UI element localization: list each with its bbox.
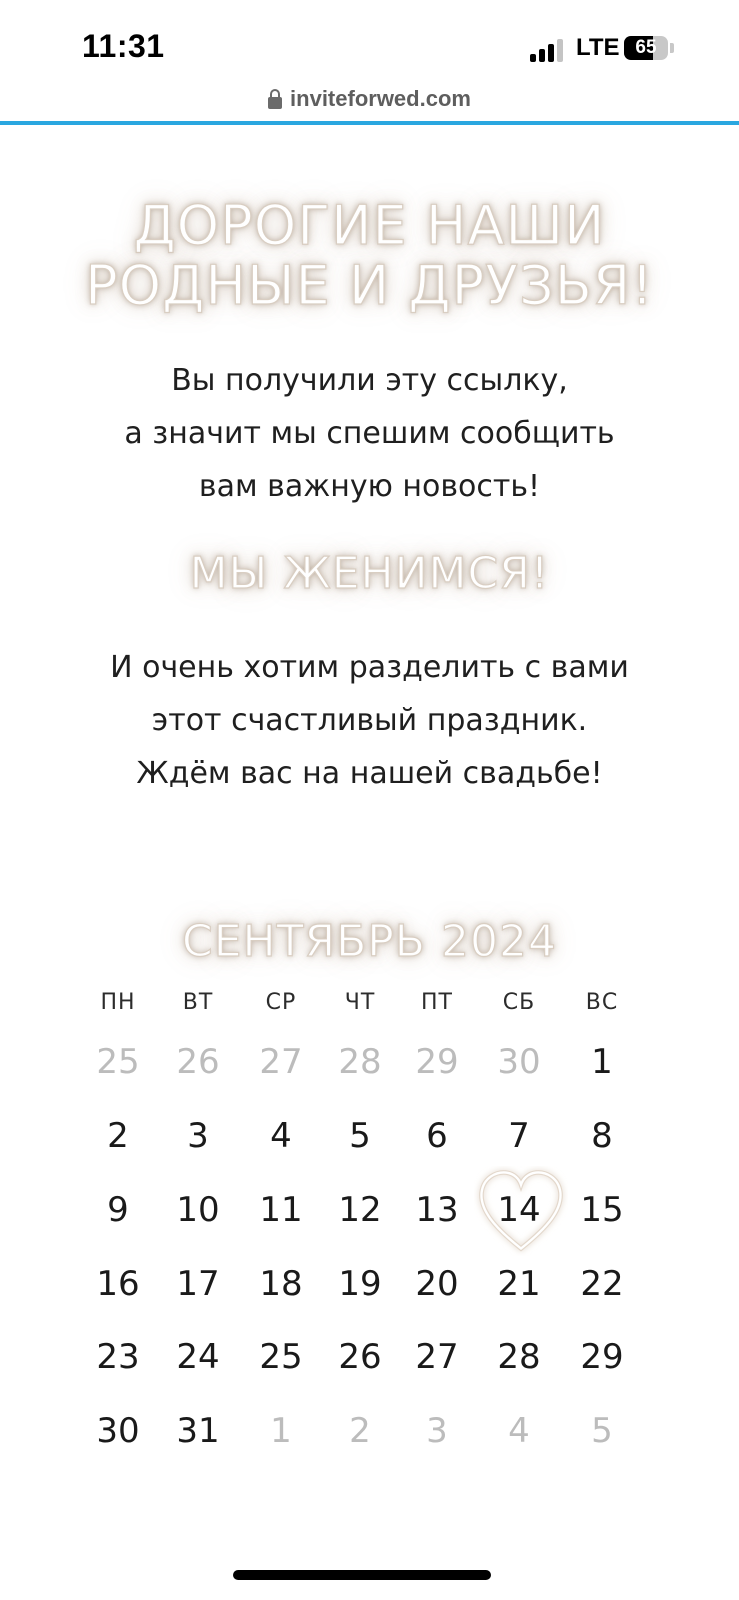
calendar-day: 22 bbox=[580, 1264, 624, 1304]
invite-line: этот счастливый праздник. bbox=[151, 703, 588, 738]
calendar-day: 29 bbox=[580, 1337, 624, 1377]
url-text: inviteforwed.com bbox=[290, 86, 471, 111]
calendar-day: 5 bbox=[349, 1116, 371, 1156]
cellular-signal-icon bbox=[530, 38, 566, 62]
weekday-label: ВС bbox=[585, 990, 619, 1015]
invite-line: Ждём вас на нашей свадьбе! bbox=[136, 756, 603, 791]
invite-text bbox=[0, 641, 739, 800]
calendar-day-outside-month: 3 bbox=[426, 1411, 448, 1451]
calendar-day: 26 bbox=[338, 1337, 382, 1377]
calendar-day: 8 bbox=[591, 1116, 613, 1156]
calendar-day-outside-month: 29 bbox=[415, 1042, 459, 1082]
intro-text bbox=[0, 354, 739, 513]
calendar-day-highlighted: 14 bbox=[497, 1190, 541, 1230]
greeting-heading bbox=[0, 196, 739, 316]
calendar-day: 11 bbox=[259, 1190, 303, 1230]
calendar-day-outside-month: 1 bbox=[270, 1411, 292, 1451]
calendar-day: 1 bbox=[591, 1042, 613, 1082]
page-load-progress-fill bbox=[0, 121, 739, 125]
calendar-day: 17 bbox=[176, 1264, 220, 1304]
weekday-label: СР bbox=[265, 990, 297, 1015]
calendar-day: 27 bbox=[415, 1337, 459, 1377]
calendar-day: 28 bbox=[497, 1337, 541, 1377]
greeting-line: ДОРОГИЕ НАШИ bbox=[133, 194, 606, 257]
calendar-day: 30 bbox=[96, 1411, 140, 1451]
calendar-day: 24 bbox=[176, 1337, 220, 1377]
home-indicator[interactable] bbox=[233, 1570, 491, 1580]
calendar-day: 9 bbox=[107, 1190, 129, 1230]
announcement-heading: МЫ ЖЕНИМСЯ! bbox=[189, 548, 550, 599]
calendar-day: 20 bbox=[415, 1264, 459, 1304]
heart-icon bbox=[474, 1166, 568, 1256]
page-load-progress bbox=[0, 121, 739, 125]
calendar-day-outside-month: 5 bbox=[591, 1411, 613, 1451]
battery-level: 65 bbox=[635, 37, 657, 58]
intro-line: вам важную новость! bbox=[198, 469, 541, 504]
calendar-day: 7 bbox=[508, 1116, 530, 1156]
calendar-month-title: СЕНТЯБРЬ 2024 bbox=[182, 916, 557, 967]
calendar-day: 18 bbox=[259, 1264, 303, 1304]
invite-line: И очень хотим разделить с вами bbox=[110, 650, 629, 685]
calendar-day-outside-month: 4 bbox=[508, 1411, 530, 1451]
calendar-day-outside-month: 25 bbox=[96, 1042, 140, 1082]
calendar-day: 25 bbox=[259, 1337, 303, 1377]
calendar-day-outside-month: 28 bbox=[338, 1042, 382, 1082]
weekday-label: ПН bbox=[100, 990, 136, 1015]
network-type: LTE bbox=[576, 34, 620, 61]
calendar-day-outside-month: 30 bbox=[497, 1042, 541, 1082]
weekday-label: ЧТ bbox=[344, 990, 376, 1015]
calendar-day-outside-month: 2 bbox=[349, 1411, 371, 1451]
calendar-day: 6 bbox=[426, 1116, 448, 1156]
calendar-day-outside-month: 27 bbox=[259, 1042, 303, 1082]
calendar-day: 15 bbox=[580, 1190, 624, 1230]
calendar-day: 23 bbox=[96, 1337, 140, 1377]
calendar-day: 16 bbox=[96, 1264, 140, 1304]
intro-line: Вы получили эту ссылку, bbox=[171, 363, 568, 398]
calendar-day-outside-month: 26 bbox=[176, 1042, 220, 1082]
address-bar[interactable] bbox=[0, 86, 739, 120]
calendar-day: 12 bbox=[338, 1190, 382, 1230]
calendar-day: 2 bbox=[107, 1116, 129, 1156]
greeting-line: РОДНЫЕ И ДРУЗЬЯ! bbox=[85, 254, 654, 317]
calendar-day: 21 bbox=[497, 1264, 541, 1304]
calendar-day: 3 bbox=[187, 1116, 209, 1156]
calendar-day: 4 bbox=[270, 1116, 292, 1156]
intro-line: а значит мы спешим сообщить bbox=[124, 416, 615, 451]
battery-cap bbox=[670, 43, 674, 53]
lock-icon bbox=[268, 89, 282, 109]
calendar-day: 19 bbox=[338, 1264, 382, 1304]
weekday-label: ВТ bbox=[182, 990, 214, 1015]
battery-icon bbox=[624, 36, 668, 60]
weekday-label: СБ bbox=[502, 990, 536, 1015]
calendar-day: 10 bbox=[176, 1190, 220, 1230]
calendar-day: 13 bbox=[415, 1190, 459, 1230]
weekday-label: ПТ bbox=[421, 990, 453, 1015]
status-time: 11:31 bbox=[82, 28, 165, 64]
calendar-day: 31 bbox=[176, 1411, 220, 1451]
status-bar bbox=[0, 0, 739, 88]
